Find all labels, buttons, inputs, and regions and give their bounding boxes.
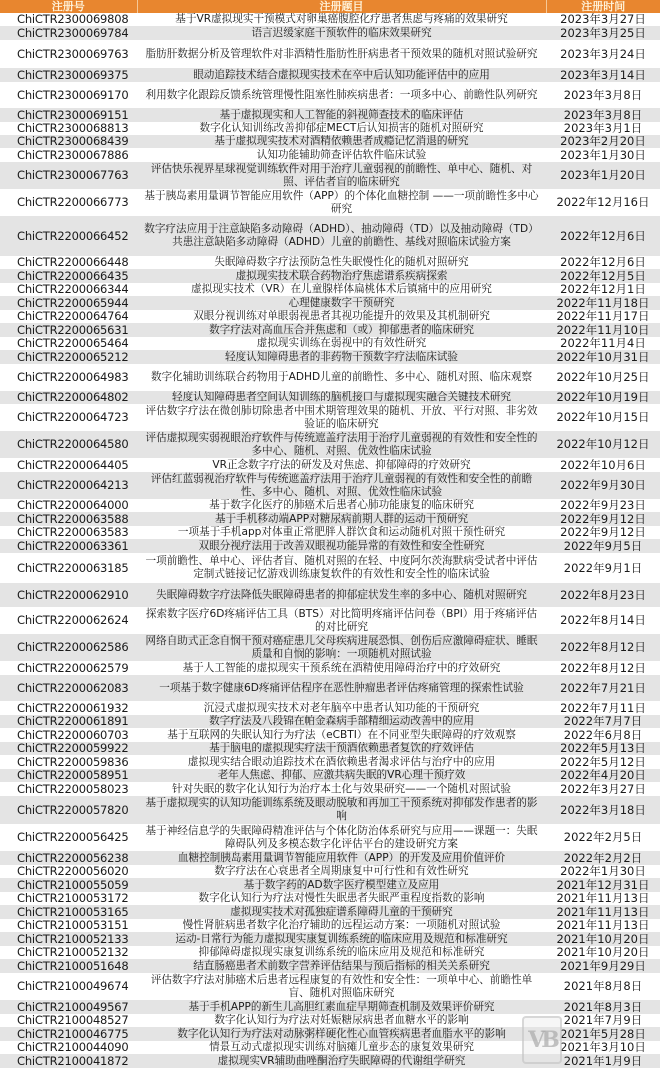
registration-id-cell: ChiCTR2200066448 [0, 256, 137, 269]
registration-title-cell: 数字化认知行为疗法对妊娠糖尿病患者血糖水平的影响 [137, 1014, 546, 1027]
registration-title-cell: 运动-日常行为能力虚拟现实康复训练系统的临床应用及规范和标准研究 [137, 932, 546, 946]
table-row [0, 512, 660, 526]
table-row [0, 310, 660, 323]
registration-date-cell: 2022年6月8日 [546, 728, 660, 742]
registration-date-cell: 2022年11月18日 [546, 296, 660, 310]
registration-title-cell: 基于神经信息学的失眠障碍精准评估与个体化防治体系研究与应用——课题一：失眠障碍队列及多模态数字化评估平台的建设研究方案 [137, 824, 546, 851]
registration-title-cell: 基于手机APP的新生儿高胆红素血症早期筛查机制及效果评价研究 [137, 1000, 546, 1014]
column-header-registration-date: 注册时间 [546, 0, 660, 13]
registration-id-cell: ChiCTR2100053151 [0, 919, 137, 932]
registration-title-cell: 网络自助式正念自悯干预对癌症患儿父母疾病进展恐惧、创伤后应激障碍症状、睡眠质量和自悯的影响：一项随机对照试验 [137, 634, 546, 661]
table-row [0, 499, 660, 512]
table-row [0, 824, 660, 851]
registration-id-cell: ChiCTR2200061891 [0, 715, 137, 728]
registration-id-cell: ChiCTR2300067886 [0, 148, 137, 162]
registration-title-cell: 失眠障碍数字疗法降低失眠障碍患者的抑郁症状发生率的多中心、随机对照研究 [137, 583, 546, 607]
registration-date-cell: 2023年3月25日 [546, 26, 660, 40]
table-row [0, 162, 660, 189]
registration-date-cell: 2022年10月25日 [546, 364, 660, 391]
registration-id-cell: ChiCTR2200059922 [0, 742, 137, 755]
registration-title-cell: 基于互联网的失眠认知行为疗法（eCBTI）在不同亚型失眠障碍的疗效观察 [137, 728, 546, 742]
registration-title-cell: 探索数字医疗6D疼痛评估工具（BTS）对比简明疼痛评估问卷（BPI）用于疼痛评估的对比研究 [137, 607, 546, 634]
registration-title-cell: 结直肠癌患者术前数字营养评估结果与预后指标的相关关系研究 [137, 959, 546, 973]
registration-title-cell: 数字化认知训练改善抑郁症MECT后认知损害的随机对照研究 [137, 122, 546, 135]
table-row [0, 256, 660, 269]
table-row [0, 82, 660, 108]
registration-title-cell: 评估数字疗法对肺癌术后患者远程康复的有效性和安全性：一项单中心、前瞻性单盲、随机对照临床研究 [137, 973, 546, 1000]
registration-id-cell: ChiCTR2300069784 [0, 26, 137, 40]
registration-title-cell: 双眼分视疗法用于改善双眼视功能异常的有效性和安全性研究 [137, 539, 546, 553]
registration-title-cell: 基于脑电的虚拟现实疗法干预酒依赖患者复饮的疗效评估 [137, 742, 546, 755]
table-row [0, 323, 660, 337]
registration-title-cell: 虚拟现实技术对孤独症谱系障碍儿童的干预研究 [137, 905, 546, 919]
registration-title-cell: 双眼分视训练对单眼弱视患者其视功能提升的效果及其机制研究 [137, 310, 546, 323]
registration-id-cell: ChiCTR2100041872 [0, 1054, 137, 1068]
table-row [0, 634, 660, 661]
registration-date-cell: 2022年1月30日 [546, 865, 660, 878]
table-row [0, 583, 660, 607]
registration-title-cell: 数字疗法在心衰患者全周期康复中可行性和有效性研究 [137, 865, 546, 878]
registration-date-cell: 2021年5月28日 [546, 1027, 660, 1041]
column-header-registration-id: 注册号 [0, 0, 137, 13]
table-row [0, 26, 660, 40]
registration-date-cell: 2021年8月8日 [546, 973, 660, 1000]
registration-id-cell: ChiCTR2200063583 [0, 526, 137, 539]
registration-date-cell: 2023年3月1日 [546, 122, 660, 135]
registration-title-cell: 失眠障碍数字疗法预防急性失眠慢性化的随机对照研究 [137, 256, 546, 269]
table-row [0, 796, 660, 824]
registration-id-cell: ChiCTR2100053172 [0, 892, 137, 905]
registration-title-cell: 虚拟现实VR辅助曲唑酮治疗失眠障碍的代谢组学研究 [137, 1054, 546, 1068]
table-row [0, 68, 660, 82]
registration-id-cell: ChiCTR2200064580 [0, 431, 137, 458]
registration-id-cell: ChiCTR2100052132 [0, 946, 137, 959]
table-row [0, 553, 660, 583]
registration-title-cell: 基于VR虚拟现实干预模式对卵巢癌腹腔化疗患者焦虑与疼痛的效果研究 [137, 13, 546, 26]
table-row [0, 715, 660, 728]
registration-date-cell: 2022年12月5日 [546, 269, 660, 283]
table-row [0, 404, 660, 431]
registration-date-cell: 2023年3月27日 [546, 13, 660, 26]
registration-date-cell: 2023年3月24日 [546, 40, 660, 68]
table-row [0, 919, 660, 932]
registration-title-cell: 数字疗法对高血压合并焦虑和（或）抑郁患者的临床研究 [137, 323, 546, 337]
table-row [0, 108, 660, 122]
registration-id-cell: ChiCTR2300069170 [0, 82, 137, 108]
registration-title-cell: 血糖控制胰岛素用量调节智能应用软件（APP）的开发及应用价值评价 [137, 851, 546, 865]
registration-title-cell: 针对失眠的数字化认知行为治疗本土化与效果研究——一个随机对照试验 [137, 782, 546, 796]
registration-date-cell: 2023年2月20日 [546, 135, 660, 148]
registration-id-cell: ChiCTR2200064000 [0, 499, 137, 512]
table-row [0, 189, 660, 216]
table-row [0, 973, 660, 1000]
registration-title-cell: 评估快乐视界星球视觉训练软件对用于治疗儿童弱视的前瞻性、单中心、随机、对照、评估者盲的临床研究 [137, 162, 546, 189]
registration-id-cell: ChiCTR2200056425 [0, 824, 137, 851]
registration-id-cell: ChiCTR2100053165 [0, 905, 137, 919]
registration-title-cell: 认知功能辅助筛查评估软件临床试验 [137, 148, 546, 162]
registration-date-cell: 2022年2月5日 [546, 824, 660, 851]
registration-id-cell: ChiCTR2200062083 [0, 675, 137, 701]
table-row [0, 458, 660, 472]
registration-id-cell: ChiCTR2100049567 [0, 1000, 137, 1014]
registration-id-cell: ChiCTR2200065944 [0, 296, 137, 310]
table-row [0, 283, 660, 296]
registration-id-cell: ChiCTR2200056020 [0, 865, 137, 878]
table-row [0, 892, 660, 905]
registration-date-cell: 2023年3月8日 [546, 82, 660, 108]
registration-title-cell: 老年人焦虑、抑郁、应激共病失眠的VR心理干预疗效 [137, 769, 546, 782]
registration-title-cell: 评估虚拟现实弱视眼治疗软件与传统遮盖疗法用于治疗儿童弱视的有效性和安全性的多中心、随机、对照、优效性临床试验 [137, 431, 546, 458]
table-row [0, 755, 660, 769]
registration-title-cell: 评估数字疗法在微创肺切除患者中围术期管理效果的随机、开放、平行对照、非劣效验证的临床研究 [137, 404, 546, 431]
registration-id-cell: ChiCTR2200066344 [0, 283, 137, 296]
registration-date-cell: 2022年9月1日 [546, 553, 660, 583]
registration-title-cell: 情景互动式虚拟现实训练对脑瘫儿童步态的康复效果研究 [137, 1041, 546, 1054]
vb-logo-watermark-icon: VB [522, 1016, 562, 1064]
registration-date-cell: 2021年9月29日 [546, 959, 660, 973]
registration-date-cell: 2023年1月20日 [546, 162, 660, 189]
registration-date-cell: 2022年9月12日 [546, 512, 660, 526]
registration-id-cell: ChiCTR2200064764 [0, 310, 137, 323]
registration-title-cell: 利用数字化跟踪反馈系统管理慢性阻塞性肺疾病患者：一项多中心、前瞻性队列研究 [137, 82, 546, 108]
registration-title-cell: 基于虚拟现实技术对酒精依赖患者成瘾记忆消退的研究 [137, 135, 546, 148]
registration-date-cell: 2021年7月9日 [546, 1014, 660, 1027]
registration-title-cell: 语言迟缓家庭干预软件的临床效果研究 [137, 26, 546, 40]
registration-id-cell: ChiCTR2200064983 [0, 364, 137, 391]
registration-title-cell: 评估红蓝弱视治疗软件与传统遮盖疗法用于治疗儿童弱视的有效性和安全性的前瞻性、多中心、随机、对照、优效性临床试验 [137, 472, 546, 499]
registration-date-cell: 2021年3月10日 [546, 1041, 660, 1054]
registration-date-cell: 2022年12月6日 [546, 216, 660, 256]
registration-date-cell: 2022年7月21日 [546, 675, 660, 701]
table-row [0, 742, 660, 755]
registration-title-cell: 虚拟现实技术（VR）在儿童腺样体扁桃体术后镇痛中的应用研究 [137, 283, 546, 296]
table-row [0, 337, 660, 350]
registration-id-cell: ChiCTR2100044090 [0, 1041, 137, 1054]
registration-id-cell: ChiCTR2100051648 [0, 959, 137, 973]
table-row [0, 701, 660, 715]
registration-title-cell: 轻度认知障碍患者的非药物干预数字疗法临床试验 [137, 350, 546, 364]
table-row [0, 40, 660, 68]
registration-date-cell: 2022年10月6日 [546, 458, 660, 472]
registration-date-cell: 2022年9月23日 [546, 499, 660, 512]
registration-date-cell: 2022年2月2日 [546, 851, 660, 865]
registration-date-cell: 2022年11月4日 [546, 337, 660, 350]
table-row [0, 769, 660, 782]
table-row [0, 675, 660, 701]
registration-date-cell: 2022年9月5日 [546, 539, 660, 553]
registration-title-cell: 基于虚拟现实和人工智能的斜视筛查技术的临床评估 [137, 108, 546, 122]
registration-id-cell: ChiCTR2200061932 [0, 701, 137, 715]
table-row [0, 135, 660, 148]
registration-date-cell: 2022年8月23日 [546, 583, 660, 607]
table-row [0, 526, 660, 539]
registration-id-cell: ChiCTR2200064213 [0, 472, 137, 499]
registration-title-cell: 基于数字药的AD数字医疗模型建立及应用 [137, 878, 546, 892]
registration-date-cell: 2022年12月1日 [546, 283, 660, 296]
registration-date-cell: 2022年10月15日 [546, 404, 660, 431]
table-row [0, 364, 660, 391]
registration-title-cell: 虚拟现实结合眼动追踪技术在酒依赖患者渴求评估与治疗中的应用 [137, 755, 546, 769]
registration-date-cell: 2021年11月13日 [546, 905, 660, 919]
table-row [0, 296, 660, 310]
registration-date-cell: 2022年3月18日 [546, 796, 660, 824]
registration-id-cell: ChiCTR2200064802 [0, 391, 137, 404]
registration-date-cell: 2022年10月19日 [546, 391, 660, 404]
registration-id-cell: ChiCTR2200057820 [0, 796, 137, 824]
registration-date-cell: 2022年7月7日 [546, 715, 660, 728]
registration-id-cell: ChiCTR2200059836 [0, 755, 137, 769]
registration-date-cell: 2023年3月8日 [546, 108, 660, 122]
table-row [0, 946, 660, 959]
registration-date-cell: 2023年3月14日 [546, 68, 660, 82]
table-row [0, 391, 660, 404]
registration-date-cell: 2022年10月12日 [546, 431, 660, 458]
table-row [0, 661, 660, 675]
registration-date-cell: 2022年5月12日 [546, 755, 660, 769]
registration-title-cell: 轻度认知障碍患者空间认知训练的脑机接口与虚拟现实融合关键技术研究 [137, 391, 546, 404]
registration-title-cell: 数字化认知行为疗法对动脉粥样硬化性心血管疾病患者血脂水平的影响 [137, 1027, 546, 1041]
registration-id-cell: ChiCTR2200064405 [0, 458, 137, 472]
registration-id-cell: ChiCTR2200063185 [0, 553, 137, 583]
registration-id-cell: ChiCTR2200062579 [0, 661, 137, 675]
registration-title-cell: 脂肪肝数据分析及管理软件对非酒精性脂肪性肝病患者干预效果的随机对照试验研究 [137, 40, 546, 68]
registration-title-cell: 数字疗法应用于注意缺陷多动障碍（ADHD）、抽动障碍（TD）以及抽动障碍（TD）共患注意缺陷多动障碍（ADHD）儿童的前瞻性、基线对照临床试验方案 [137, 216, 546, 256]
registration-title-cell: 基于人工智能的虚拟现实干预系统在酒精使用障碍治疗中的疗效研究 [137, 661, 546, 675]
registration-date-cell: 2022年3月27日 [546, 782, 660, 796]
registration-date-cell: 2022年8月12日 [546, 634, 660, 661]
registration-date-cell: 2022年4月20日 [546, 769, 660, 782]
registration-title-cell: 慢性肾脏病患者数字化治疗辅助的远程运动方案：一项随机对照试验 [137, 919, 546, 932]
registration-id-cell: ChiCTR2200065631 [0, 323, 137, 337]
registration-date-cell: 2022年12月6日 [546, 256, 660, 269]
registration-title-cell: 眼动追踪技术结合虚拟现实技术在卒中后认知功能评估中的应用 [137, 68, 546, 82]
registration-id-cell: ChiCTR2100046775 [0, 1027, 137, 1041]
table-row [0, 905, 660, 919]
table-row [0, 269, 660, 283]
registration-id-cell: ChiCTR2100055059 [0, 878, 137, 892]
registration-id-cell: ChiCTR2200065212 [0, 350, 137, 364]
registration-id-cell: ChiCTR2200058023 [0, 782, 137, 796]
table-row [0, 728, 660, 742]
table-row [0, 13, 660, 26]
registration-title-cell: 数字疗法及八段锦在帕金森病手部精细运动改善中的应用 [137, 715, 546, 728]
registration-date-cell: 2022年7月11日 [546, 701, 660, 715]
registration-title-cell: 一项基于手机app对体重正常肥胖人群饮食和运动随机对照干预性研究 [137, 526, 546, 539]
table-row [0, 865, 660, 878]
registration-id-cell: ChiCTR2200056238 [0, 851, 137, 865]
registration-id-cell: ChiCTR2300069375 [0, 68, 137, 82]
registration-title-cell: 心理健康数字干预研究 [137, 296, 546, 310]
registration-title-cell: 虚拟现实训练在弱视中的有效性研究 [137, 337, 546, 350]
table-header [0, 0, 660, 13]
registration-title-cell: 基于数字化医疗的肺癌术后患者心肺功能康复的临床研究 [137, 499, 546, 512]
registration-id-cell: ChiCTR2300067763 [0, 162, 137, 189]
table-body [0, 13, 660, 1068]
registration-id-cell: ChiCTR2200060703 [0, 728, 137, 742]
registration-date-cell: 2022年8月12日 [546, 661, 660, 675]
table-row [0, 216, 660, 256]
registration-title-cell: 一项基于数字健康6D疼痛评估程序在恶性肿瘤患者评估疼痛管理的探索性试验 [137, 675, 546, 701]
registration-id-cell: ChiCTR2200066773 [0, 189, 137, 216]
table-row [0, 878, 660, 892]
registration-date-cell: 2021年12月31日 [546, 878, 660, 892]
column-header-registration-title: 注册题目 [137, 0, 546, 13]
registration-id-cell: ChiCTR2300069763 [0, 40, 137, 68]
table-row [0, 122, 660, 135]
registration-date-cell: 2021年10月20日 [546, 946, 660, 959]
registration-date-cell: 2021年1月9日 [546, 1054, 660, 1068]
table-row [0, 148, 660, 162]
registration-date-cell: 2022年5月13日 [546, 742, 660, 755]
registration-date-cell: 2022年9月30日 [546, 472, 660, 499]
table-row [0, 1000, 660, 1014]
registration-date-cell: 2022年11月10日 [546, 323, 660, 337]
registration-title-cell: 基于胰岛素用量调节智能应用软件（APP）的个体化血糖控制 ——一项前瞻性多中心研究 [137, 189, 546, 216]
registration-title-cell: 数字化辅助训练联合药物用于ADHD儿童的前瞻性、多中心、随机对照、临床观察 [137, 364, 546, 391]
registration-title-cell: 沉浸式虚拟现实技术对老年脑卒中患者认知功能的干预研究 [137, 701, 546, 715]
table-row [0, 851, 660, 865]
registration-id-cell: ChiCTR2300069151 [0, 108, 137, 122]
registration-id-cell: ChiCTR2100048527 [0, 1014, 137, 1027]
registration-date-cell: 2021年11月13日 [546, 919, 660, 932]
registration-date-cell: 2022年10月31日 [546, 350, 660, 364]
registration-title-cell: 基于手机移动端APP对糖尿病前期人群的运动干预研究 [137, 512, 546, 526]
table-row [0, 782, 660, 796]
table-row [0, 959, 660, 973]
registration-id-cell: ChiCTR2200066435 [0, 269, 137, 283]
registration-title-cell: VR正念数字疗法的研发及对焦虑、抑郁障碍的疗效研究 [137, 458, 546, 472]
registration-date-cell: 2022年11月17日 [546, 310, 660, 323]
registration-id-cell: ChiCTR2300068813 [0, 122, 137, 135]
registration-date-cell: 2022年9月12日 [546, 526, 660, 539]
registration-id-cell: ChiCTR2200066452 [0, 216, 137, 256]
registration-title-cell: 抑郁障碍虚拟现实康复训练系统的临床应用及规范和标准研究 [137, 946, 546, 959]
table-row [0, 431, 660, 458]
table-row [0, 350, 660, 364]
registration-date-cell: 2021年10月20日 [546, 932, 660, 946]
registration-id-cell: ChiCTR2200062586 [0, 634, 137, 661]
registration-date-cell: 2022年12月16日 [546, 189, 660, 216]
registration-date-cell: 2021年11月13日 [546, 892, 660, 905]
table-row [0, 607, 660, 634]
table-row [0, 932, 660, 946]
registration-title-cell: 虚拟现实技术联合药物治疗焦虑谱系疾病探索 [137, 269, 546, 283]
registration-date-cell: 2021年8月3日 [546, 1000, 660, 1014]
registration-id-cell: ChiCTR2200058951 [0, 769, 137, 782]
registration-id-cell: ChiCTR2200063361 [0, 539, 137, 553]
registration-id-cell: ChiCTR2200064723 [0, 404, 137, 431]
registration-id-cell: ChiCTR2100049674 [0, 973, 137, 1000]
table-row [0, 539, 660, 553]
registration-id-cell: ChiCTR2200062910 [0, 583, 137, 607]
registration-id-cell: ChiCTR2200062624 [0, 607, 137, 634]
registration-id-cell: ChiCTR2300069808 [0, 13, 137, 26]
registration-id-cell: ChiCTR2100052133 [0, 932, 137, 946]
registration-title-cell: 一项前瞻性、单中心、评估者盲、随机对照的在轻、中度阿尔茨海默病受试者中评估定制式链接记忆游戏训练康复软件的有效性和安全性的临床试验 [137, 553, 546, 583]
registration-id-cell: ChiCTR2200065464 [0, 337, 137, 350]
registration-id-cell: ChiCTR2300068439 [0, 135, 137, 148]
registration-title-cell: 数字化认知行为疗法对慢性失眠患者失眠严重程度指数的影响 [137, 892, 546, 905]
registration-date-cell: 2022年8月14日 [546, 607, 660, 634]
registration-id-cell: ChiCTR2200063588 [0, 512, 137, 526]
registration-date-cell: 2023年1月30日 [546, 148, 660, 162]
table-row [0, 472, 660, 499]
registration-title-cell: 基于虚拟现实的认知功能训练系统及眼动脱敏和再加工干预系统对抑郁发作患者的影响 [137, 796, 546, 824]
